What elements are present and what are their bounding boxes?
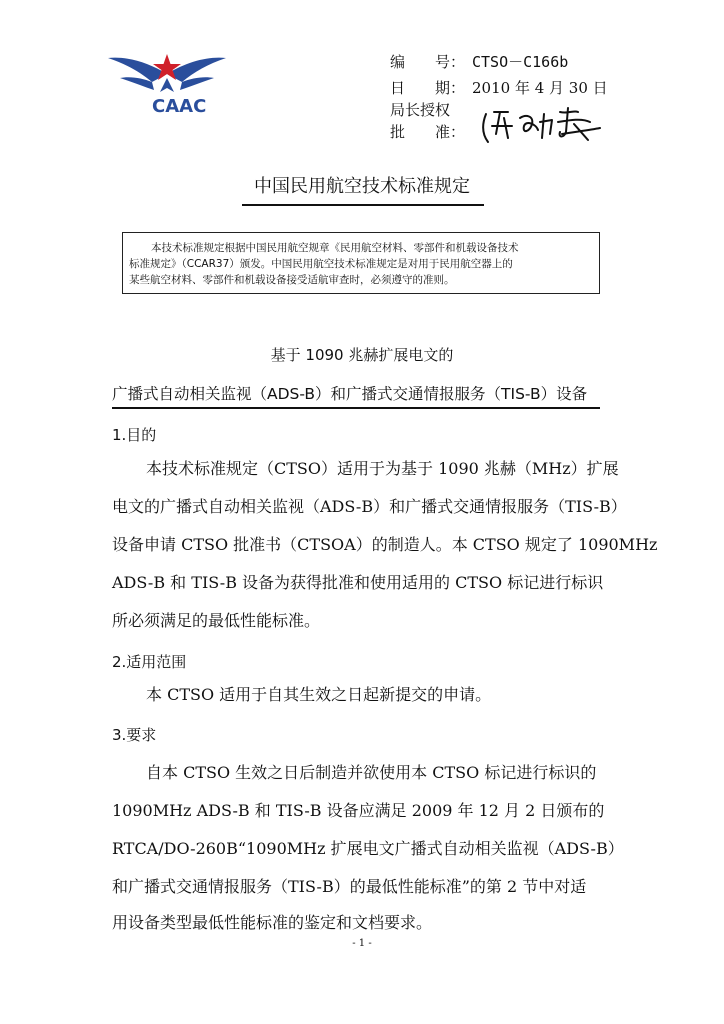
- doc-number-value: CTSO－C166b: [472, 53, 569, 71]
- notice-box: [122, 232, 600, 294]
- doc-date-value: 2010 年 4 月 30 日: [472, 79, 608, 97]
- section-1-heading: 1.目的: [112, 426, 157, 444]
- approve-label: 批 准：: [390, 123, 466, 141]
- s2-line: 本 CTSO 适用于自其生效之日起新提交的申请。: [146, 685, 492, 704]
- s1-line: 本技术标准规定（CTSO）适用于为基于 1090 兆赫（MHz）扩展: [146, 459, 619, 478]
- subject-line-2: 广播式自动相关监视（ADS-B）和广播式交通情报服务（TIS-B）设备: [112, 385, 588, 403]
- section-2-heading: 2.适用范围: [112, 653, 187, 671]
- s1-line: 设备申请 CTSO 批准书（CTSOA）的制造人。本 CTSO 规定了 1090MHz: [112, 535, 658, 554]
- s1-line: ADS-B 和 TIS-B 设备为获得批准和使用适用的 CTSO 标记进行标识: [112, 573, 604, 592]
- title-underline: [242, 204, 484, 206]
- doc-number-row: [390, 52, 568, 72]
- notice-line-2: 标准规定》（CCAR37）颁发。中国民用航空技术标准规定是对用于民用航空器上的: [129, 258, 513, 270]
- page-title: 中国民用航空技术标准规定: [254, 176, 470, 197]
- doc-number-label: 编 号：: [390, 53, 466, 71]
- s3-line: 和广播式交通情报服务（TIS-B）的最低性能标准”的第 2 节中对适: [112, 877, 587, 896]
- doc-date-row: [390, 78, 608, 98]
- doc-date-label: 日 期：: [390, 79, 466, 97]
- s3-line: RTCA/DO-260B“1090MHz 扩展电文广播式自动相关监视（ADS-B）: [112, 839, 624, 858]
- authorized-label: 局长授权: [390, 101, 451, 119]
- s3-line: 自本 CTSO 生效之日后制造并欲使用本 CTSO 标记进行标识的: [146, 763, 597, 782]
- s3-line: 用设备类型最低性能标准的鉴定和文档要求。: [112, 913, 433, 932]
- notice-line-1: 本技术标准规定根据中国民用航空规章《民用航空材料、零部件和机载设备技术: [151, 242, 519, 254]
- s3-line: 1090MHz ADS-B 和 TIS-B 设备应满足 2009 年 12 月 2 日颁布的: [112, 801, 605, 820]
- logo-text: CAAC: [152, 96, 207, 117]
- section-3-heading: 3.要求: [112, 726, 157, 744]
- subject-underline: [112, 407, 600, 409]
- s1-line: 所必须满足的最低性能标准。: [112, 611, 321, 630]
- signature: [478, 104, 608, 146]
- notice-line-3: 某些航空材料、零部件和机载设备接受适航审查时，必须遵守的准则。: [129, 274, 455, 286]
- page-number: - 1 -: [352, 938, 372, 949]
- caac-logo: [108, 48, 226, 122]
- s1-line: 电文的广播式自动相关监视（ADS-B）和广播式交通情报服务（TIS-B）: [112, 497, 627, 516]
- subject-line-1: 基于 1090 兆赫扩展电文的: [270, 346, 454, 364]
